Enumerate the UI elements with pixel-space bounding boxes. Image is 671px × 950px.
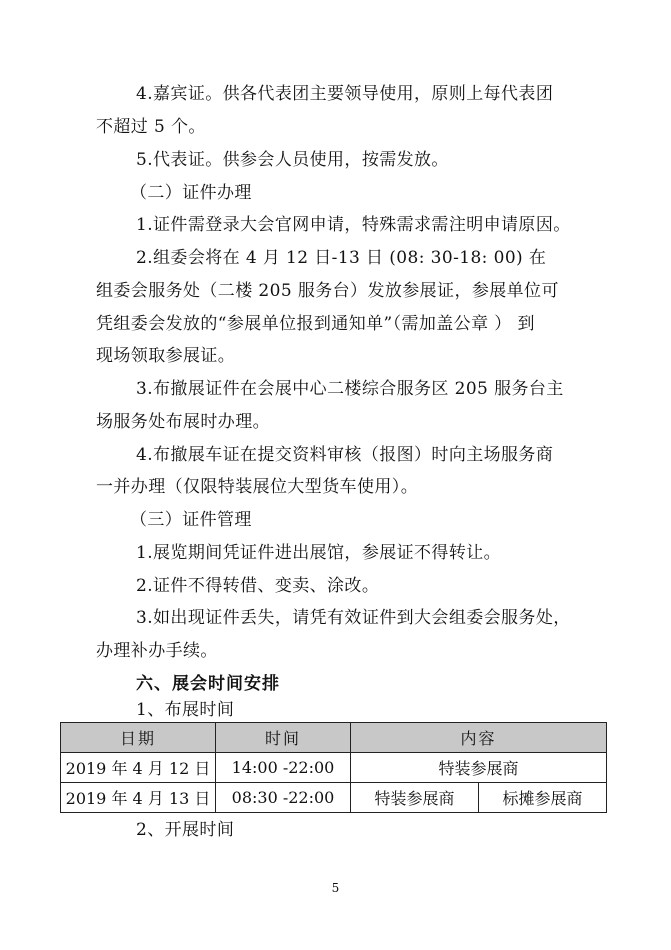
para-guest-pass-line2: 不超过 5 个。 (96, 117, 206, 137)
cell-date: 2019 年 4 月 13 日 (61, 783, 216, 813)
table-row (61, 753, 607, 783)
para-vehicle-pass-line1: 4.布撤展车证在提交资料审核（报图）时向主场服务商 (136, 445, 554, 465)
cell-content-special: 特装参展商 (351, 783, 479, 813)
para-delegate-pass: 5.代表证。供参会人员使用，按需发放。 (136, 150, 449, 170)
para-setup-pass-line2: 场服务处布展时办理。 (96, 412, 270, 432)
section-heading-certificate-processing: （二）证件办理 (130, 183, 252, 203)
para-guest-pass-line1: 4.嘉宾证。供各代表团主要领导使用，原则上每代表团 (136, 84, 554, 104)
page-number: 5 (331, 881, 340, 895)
section-heading-certificate-management: （三）证件管理 (130, 510, 252, 530)
para-issue-line2: 组委会服务处（二楼 205 服务台）发放参展证，参展单位可 (96, 281, 559, 301)
table-row (61, 783, 607, 813)
para-vehicle-pass-line2: 一并办理（仅限特装展位大型货车使用）。 (96, 477, 419, 497)
para-apply-online: 1.证件需登录大会官网申请，特殊需求需注明申请原因。 (136, 215, 571, 235)
para-issue-line1: 2.组委会将在 4 月 12 日-13 日 (08: 30-18: 00) 在 (136, 248, 547, 268)
para-no-alteration: 2.证件不得转借、变卖、涂改。 (136, 576, 380, 596)
header-time: 时间 (216, 723, 351, 753)
section-heading-schedule: 六、展会时间安排 (136, 674, 280, 694)
table-header-row (61, 723, 607, 753)
para-lost-line2: 办理补办手续。 (96, 641, 218, 661)
header-content: 内容 (351, 723, 607, 753)
cell-time: 14:00 -22:00 (216, 753, 351, 783)
cell-content-standard: 标摊参展商 (479, 783, 607, 813)
cell-time: 08:30 -22:00 (216, 783, 351, 813)
para-lost-line1: 3.如出现证件丢失，请凭有效证件到大会组委会服务处， (136, 608, 571, 628)
header-date: 日期 (61, 723, 216, 753)
para-no-transfer: 1.展览期间凭证件进出展馆，参展证不得转让。 (136, 543, 502, 563)
para-issue-line4: 现场领取参展证。 (96, 346, 236, 366)
cell-date: 2019 年 4 月 12 日 (61, 753, 216, 783)
subheading-setup-time: 1、布展时间 (136, 700, 235, 720)
para-setup-pass-line1: 3.布撤展证件在会展中心二楼综合服务区 205 服务台主 (136, 379, 564, 399)
para-issue-line3: 凭组委会发放的“参展单位报到通知单”（需加盖公章 ） 到 (96, 314, 535, 334)
cell-content: 特装参展商 (351, 753, 607, 783)
subheading-opening-time: 2、开展时间 (136, 820, 235, 840)
setup-schedule-table (60, 722, 607, 813)
